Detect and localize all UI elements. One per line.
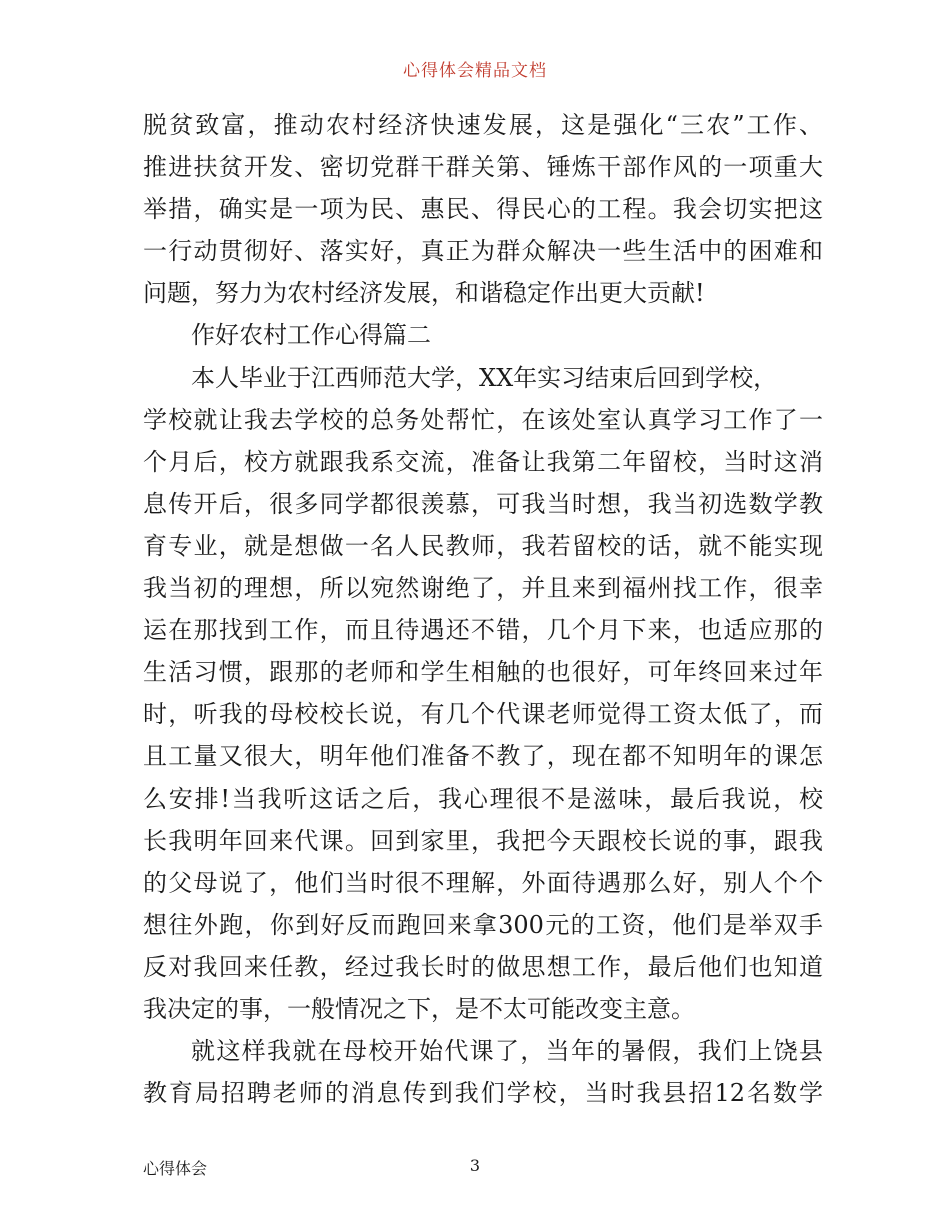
paragraph-first-line: 本人毕业于江西师范大学，XX年实习结束后回到学校， bbox=[191, 363, 778, 392]
text-line: 时，听我的母校校长说，有几个代课老师觉得工资太低了，而 bbox=[143, 700, 823, 729]
text-line: 么安排!当我听这话之后，我心理很不是滋味，最后我说，校 bbox=[143, 784, 823, 813]
text-line: 息传开后，很多同学都很羡慕，可我当时想，我当初选数学教 bbox=[143, 489, 823, 518]
text-line: 育专业，就是想做一名人民教师，我若留校的话，就不能实现 bbox=[143, 531, 823, 560]
paragraph-first-line: 就这样我就在母校开始代课了，当年的暑假，我们上饶县 bbox=[191, 1037, 823, 1066]
text-line: 教育局招聘老师的消息传到我们学校，当时我县招12名数学 bbox=[143, 1079, 823, 1108]
text-line: 学校就让我去学校的总务处帮忙，在该处室认真学习工作了一 bbox=[143, 405, 823, 434]
text-line: 运在那找到工作，而且待遇还不错，几个月下来，也适应那的 bbox=[143, 616, 823, 645]
page-number: 3 bbox=[469, 1156, 481, 1175]
text-line: 举措，确实是一项为民、惠民、得民心的工程。我会切实把这 bbox=[143, 195, 823, 224]
document-body bbox=[143, 104, 823, 1114]
text-line: 推进扶贫开发、密切党群干群关第、锤炼干部作风的一项重大 bbox=[143, 153, 823, 182]
text-line: 脱贫致富，推动农村经济快速发展，这是强化“三农”工作、 bbox=[143, 111, 823, 139]
text-line: 想往外跑，你到好反而跑回来拿300元的工资，他们是举双手 bbox=[143, 910, 823, 939]
text-line: 长我明年回来代课。回到家里，我把今天跟校长说的事，跟我 bbox=[143, 826, 823, 855]
text-line: 我当初的理想，所以宛然谢绝了，并且来到福州找工作，很幸 bbox=[143, 574, 823, 603]
text-line: 且工量又很大，明年他们准备不教了，现在都不知明年的课怎 bbox=[143, 742, 823, 771]
text-line: 一行动贯彻好、落实好，真正为群众解决一些生活中的困难和 bbox=[143, 237, 823, 266]
text-line: 生活习惯，跟那的老师和学生相触的也很好，可年终回来过年 bbox=[143, 658, 823, 687]
text-line: 反对我回来任教，经过我长时的做思想工作，最后他们也知道 bbox=[143, 952, 823, 981]
text-line: 问题，努力为农村经济发展，和谐稳定作出更大贡献! bbox=[143, 279, 705, 308]
page-header-title: 心得体会精品文档 bbox=[403, 61, 547, 81]
text-line: 的父母说了，他们当时很不理解，外面待遇那么好，别人个个 bbox=[143, 868, 823, 897]
text-line: 个月后，校方就跟我系交流，准备让我第二年留校，当时这消 bbox=[143, 447, 823, 476]
text-line: 我决定的事，一般情况之下，是不太可能改变主意。 bbox=[143, 994, 695, 1023]
footer-label: 心得体会 bbox=[143, 1159, 208, 1178]
section-heading: 作好农村工作心得篇二 bbox=[191, 321, 431, 350]
